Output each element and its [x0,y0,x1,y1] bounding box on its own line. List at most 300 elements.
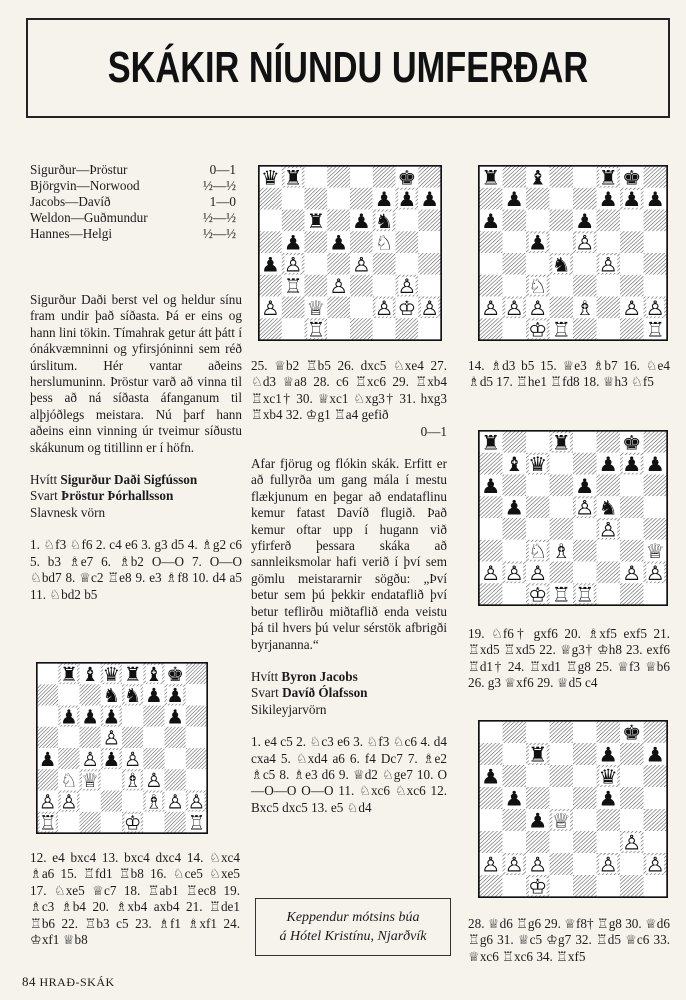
light-square [573,431,597,453]
dark-square [101,791,122,812]
light-square [620,518,644,540]
dark-square [165,769,186,790]
dark-square [165,812,186,833]
light-square [327,188,350,210]
light-square [58,684,79,705]
black-rook-icon [124,663,142,686]
table-row [30,210,236,226]
light-square [101,769,122,790]
black-pawn-icon [481,475,500,498]
light-square [418,231,441,253]
game2-moves-c: 19. ♘f6† gxf6 20. ♗xf5 exf5 21. ♖xd5 ♖xd5 22. ♕g3† ♔h8 23. exf6 ♖d1† 24. ♖xd1 ♖g8 25. ♕f3 ♕b6 26. g3 ♕xf6 29. ♕d5 c4 [468,626,670,691]
light-square [305,253,328,275]
light-square [373,318,396,340]
white-pawn-icon [646,853,665,876]
result-game: Sigurður—Þröstur [30,162,128,177]
light-square [503,875,527,897]
dark-square [503,518,527,540]
white-player: Byron Jacobs [281,668,358,684]
light-square [644,496,668,518]
black-pawn-icon [505,188,524,211]
light-square [479,518,503,540]
dark-square [305,231,328,253]
black-bishop-icon [145,663,163,686]
light-square [620,210,644,232]
dark-square [573,275,597,297]
dark-square [479,318,503,340]
black-rook-icon [552,431,571,454]
board-game1-move24 [259,166,441,340]
light-square [503,743,527,765]
intro-paragraph: Sigurður Daði berst vel og heldur sínu fram undir það síðasta. Þá er eins og hann lini tökin. Tímahrak getur átt þátt í ónákvæmninni og yfirsjóninni sem réð úrslitum. Hér vantar aðeins herslumuninn. Þröstur varð að vinna til þess að ná síðasta áfanganum til alþjóðlegs meistara. Nú þarf hann aðeins einn vinning úr tveimur síðustu skákunum og titillinn er í höfn. [30,292,242,455]
black-pawn-icon [646,453,665,476]
dark-square [503,210,527,232]
white-queen-icon [646,540,665,563]
dark-square [259,188,282,210]
black-pawn-icon [103,705,121,728]
black-pawn-icon [599,188,618,211]
white-pawn-icon [39,790,57,813]
dark-square [644,721,668,743]
dark-square [143,706,164,727]
black-pawn-icon [646,743,665,766]
white-knight-icon [528,275,547,298]
column-right [468,358,670,391]
black-bishop-icon [528,166,547,189]
black-king-icon [166,663,184,686]
game1-result: 0—1 [420,423,447,439]
black-queen-icon [528,453,547,476]
black-pawn-icon [481,210,500,233]
light-square [186,684,207,705]
dark-square [350,188,373,210]
white-pawn-icon [622,831,641,854]
chess-board [478,165,668,341]
light-square [122,706,143,727]
light-square [644,787,668,809]
dark-square [503,431,527,453]
black-queen-icon [599,765,618,788]
dark-square [550,297,574,319]
dark-square [620,231,644,253]
white-pawn-icon [188,790,206,813]
white-pawn-icon [481,853,500,876]
white-pawn-icon [599,253,618,276]
white-pawn-icon [575,496,594,519]
white-king-icon [528,583,547,605]
dark-square [597,562,621,584]
black-knight-icon [599,496,618,519]
dark-square [479,831,503,853]
light-square [259,210,282,232]
light-square [573,253,597,275]
dark-square [327,253,350,275]
result-game: Björgvin—Norwood [30,178,140,193]
dark-square [503,475,527,497]
table-row [30,178,236,194]
light-square [503,318,527,340]
white-queen-icon [552,809,571,832]
light-square [526,475,550,497]
white-pawn-icon [60,790,78,813]
white-pawn-icon [528,297,547,320]
black-queen-icon [103,663,121,686]
light-square [550,231,574,253]
dark-square [503,809,527,831]
white-pawn-icon [528,562,547,585]
light-square [597,540,621,562]
white-pawn-icon [505,853,524,876]
dark-square [479,787,503,809]
dark-square [58,748,79,769]
dark-square [644,809,668,831]
dark-square [305,188,328,210]
white-label: Hvítt [30,472,58,488]
dark-square [644,210,668,232]
black-rook-icon [284,166,303,189]
white-queen-icon [306,296,325,319]
light-square [418,275,441,297]
game2-header [251,669,447,718]
light-square [597,318,621,340]
dark-square [550,853,574,875]
black-pawn-icon [145,684,163,707]
light-square [573,562,597,584]
black-pawn-icon [528,809,547,832]
light-square [550,831,574,853]
dark-square [350,275,373,297]
light-square [597,831,621,853]
white-rook-icon [39,812,57,833]
dark-square [573,787,597,809]
black-pawn-icon [39,748,57,771]
black-pawn-icon [528,231,547,254]
light-square [644,583,668,605]
dark-square [327,297,350,319]
dark-square [573,875,597,897]
dark-square [373,253,396,275]
info-box [255,898,451,956]
table-row [30,226,236,242]
game2-moves-d: 28. ♕d6 ♖g6 29. ♕f8† ♖g8 30. ♕d6 ♖g6 31. ♕c5 ♔g7 32. ♖d5 ♕c6 33. ♕xc6 ♖xc6 34. ♖xf5 [468,916,670,964]
dark-square [644,253,668,275]
white-pawn-icon [81,748,99,771]
game1-moves-c: 25. ♕b2 ♖b5 26. dxc5 ♘xe4 27. ♘d3 ♕a8 28. c6 ♖xc6 29. ♖xb4 ♖xc1† 30. ♕xc1 ♘xg3† 31. hxg3 ♖xb4 32. ♔g1 ♖a4 gefið [251,358,447,423]
light-square [503,540,527,562]
dark-square [550,562,574,584]
magazine-name: HRAÐ-SKÁK [39,975,115,989]
light-square [479,809,503,831]
white-pawn-icon [505,297,524,320]
black-queen-icon [261,166,280,189]
light-square [573,809,597,831]
dark-square [526,496,550,518]
dark-square [597,297,621,319]
result-game: Weldon—Guðmundur [30,210,148,225]
dark-square [396,231,419,253]
white-pawn-icon [375,296,394,319]
dark-square [620,875,644,897]
title-box [26,18,670,118]
light-square [396,253,419,275]
light-square [573,853,597,875]
black-pawn-icon [505,496,524,519]
dark-square [503,721,527,743]
dark-square [479,743,503,765]
white-king-icon [397,296,416,319]
white-pawn-icon [622,562,641,585]
light-square [597,275,621,297]
white-rook-icon [575,583,594,605]
white-rook-icon [552,583,571,605]
light-square [526,431,550,453]
light-square [503,231,527,253]
dark-square [550,518,574,540]
black-player: Þröstur Þórhallsson [61,488,174,504]
light-square [143,812,164,833]
page-footer [22,974,115,990]
dark-square [479,275,503,297]
light-square [327,318,350,340]
black-rook-icon [599,166,618,189]
dark-square [186,706,207,727]
black-pawn-icon [81,705,99,728]
dark-square [80,727,101,748]
dark-square [573,318,597,340]
dark-square [620,275,644,297]
dark-square [644,518,668,540]
light-square [503,831,527,853]
light-square [644,875,668,897]
info-line: á Hótel Kristínu, Njarðvík [279,929,427,944]
dark-square [550,475,574,497]
white-pawn-icon [103,727,121,750]
light-square [597,231,621,253]
result-score: ½—½ [203,226,236,241]
light-square [122,791,143,812]
white-knight-icon [60,769,78,792]
light-square [550,453,574,475]
game2-moves-b: 14. ♗d3 b5 15. ♕e3 ♗b7 16. ♘e4 ♗d5 17. ♖he1 ♖fd8 18. ♕h3 ♘f5 [468,358,670,390]
chess-board [478,430,668,606]
light-square [282,318,305,340]
white-pawn-icon [284,253,303,276]
black-knight-icon [124,684,142,707]
game1-comment: Afar fjörug og flókin skák. Erfitt er að fullyrða um gang mála í mestu flækjunum en þegar að endataflinu kemur fatast Davíð flugið. Það kemur oftar upp í hugann við yfirferð þessara skáka að sannleiksmolar hafi verið í því sem gömlu meistararnir sögðu: „Því betur sem þú þekkir endataflið því betur teflirðu miðtaflið enda veistu þá til hvers þú velur sérstök afbrigði byrjananna.“ [251,456,447,652]
light-square [58,727,79,748]
dark-square [305,275,328,297]
dark-square [479,188,503,210]
game1-moves-b: 12. e4 bxc4 13. bxc4 dxc4 14. ♘xc4 ♗a6 15. ♖fd1 ♖b8 16. ♘ce5 ♘xe5 17. ♘xe5 ♕c7 18. ♖ab1 ♖ec8 19. ♗c3 ♗b4 20. ♗xb4 axb4 21. ♖de1 ♖b6 22. ♖b3 c5 23. ♗f1 ♗xf1 24. ♔xf1 ♕b8 [30,850,240,948]
column-left-bottom [30,850,240,948]
dark-square [526,787,550,809]
white-pawn-icon [397,274,416,297]
black-pawn-icon [622,188,641,211]
black-rook-icon [60,663,78,686]
dark-square [80,684,101,705]
column-right-mid [468,626,670,692]
black-pawn-icon [599,787,618,810]
dark-square [80,812,101,833]
dark-square [259,275,282,297]
info-line: Keppendur mótsins búa [286,910,420,925]
board-game2-move13 [479,166,667,340]
dark-square [573,831,597,853]
white-pawn-icon [329,274,348,297]
white-queen-icon [81,769,99,792]
result-score: 1—0 [209,194,236,209]
white-bishop-icon [145,790,163,813]
light-square [80,791,101,812]
dark-square [620,496,644,518]
dark-square [350,231,373,253]
white-pawn-icon [575,231,594,254]
white-pawn-icon [599,518,618,541]
black-label: Svart [30,488,58,504]
light-square [373,275,396,297]
dark-square [573,743,597,765]
light-square [143,727,164,748]
light-square [186,769,207,790]
white-rook-icon [306,318,325,340]
black-pawn-icon [375,187,394,210]
black-rook-icon [306,209,325,232]
dark-square [327,210,350,232]
board-game2-move27 [479,721,667,897]
light-square [550,787,574,809]
dark-square [620,540,644,562]
game1-moves-a: 1. ♘f3 ♘f6 2. c4 e6 3. g3 d5 4. ♗g2 c6 5. b3 ♗e7 6. ♗b2 O—O 7. O—O ♘bd7 8. ♕c2 ♖e8 9. e3 ♗f8 10. d4 a5 11. ♘bd2 b5 [30,537,242,602]
black-pawn-icon [103,748,121,771]
dark-square [620,787,644,809]
dark-square [644,431,668,453]
board-game1-move11 [37,663,207,833]
light-square [597,875,621,897]
white-bishop-icon [124,769,142,792]
dark-square [550,166,574,188]
white-knight-icon [528,540,547,563]
black-pawn-icon [166,705,184,728]
dark-square [259,318,282,340]
black-pawn-icon [646,188,665,211]
white-pawn-icon [145,769,163,792]
black-knight-icon [375,209,394,232]
dark-square [282,297,305,319]
dark-square [350,318,373,340]
chess-board [478,720,668,898]
light-square [550,743,574,765]
light-square [597,583,621,605]
result-score: ½—½ [203,210,236,225]
black-king-icon [397,166,416,189]
dark-square [479,231,503,253]
dark-square [122,727,143,748]
white-player: Sigurður Daði Sigfússon [60,472,198,488]
black-pawn-icon [60,705,78,728]
light-square [503,583,527,605]
dark-square [418,253,441,275]
results-table [30,162,236,242]
table-row [30,162,236,178]
black-pawn-icon [481,765,500,788]
black-king-icon [622,721,641,744]
dark-square [550,210,574,232]
light-square [620,475,644,497]
light-square [526,253,550,275]
dark-square [165,727,186,748]
black-bishop-icon [81,663,99,686]
dark-square [644,475,668,497]
dark-square [550,721,574,743]
light-square [550,275,574,297]
dark-square [573,188,597,210]
white-pawn-icon [352,253,371,276]
dark-square [327,166,350,188]
light-square [305,166,328,188]
dark-square [573,540,597,562]
black-pawn-icon [622,453,641,476]
light-square [526,721,550,743]
black-pawn-icon [505,787,524,810]
white-pawn-icon [646,297,665,320]
white-pawn-icon [124,748,142,771]
black-pawn-icon [284,231,303,254]
white-pawn-icon [261,296,280,319]
white-rook-icon [284,274,303,297]
dark-square [526,188,550,210]
light-square [101,812,122,833]
white-pawn-icon [505,562,524,585]
light-square [573,166,597,188]
game2-moves-a: 1. e4 c5 2. ♘c3 e6 3. ♘f3 ♘c6 4. d4 cxa4 5. ♘xd4 a6 6. f4 Dc7 7. ♗e2 ♗c5 8. ♗e3 d6 9. ♕d2 ♘ge7 10. O—O—O O—O 11. ♘xc6 ♘xc6 12. Bxc5 dxc5 13. e5 ♘d4 [251,734,447,815]
light-square [418,318,441,340]
light-square [503,275,527,297]
dark-square [644,765,668,787]
light-square [620,809,644,831]
black-player: Davíð Ólafsson [282,685,368,701]
dark-square [620,583,644,605]
dark-square [479,875,503,897]
light-square [573,765,597,787]
chess-board [258,165,442,341]
dark-square [597,431,621,453]
light-square [644,831,668,853]
dark-square [373,166,396,188]
light-square [479,253,503,275]
dark-square [479,540,503,562]
light-square [165,748,186,769]
dark-square [503,253,527,275]
white-pawn-icon [481,562,500,585]
chess-board [36,662,208,834]
black-bishop-icon [505,453,524,476]
light-square [396,210,419,232]
white-rook-icon [646,318,665,340]
black-pawn-icon [397,187,416,210]
black-pawn-icon [575,475,594,498]
result-game: Hannes—Helgi [30,226,113,241]
light-square [526,518,550,540]
light-square [526,765,550,787]
white-pawn-icon [599,853,618,876]
white-knight-icon [375,231,394,254]
dark-square [503,765,527,787]
dark-square [597,210,621,232]
light-square [644,231,668,253]
light-square [282,188,305,210]
dark-square [620,318,644,340]
dark-square [479,583,503,605]
